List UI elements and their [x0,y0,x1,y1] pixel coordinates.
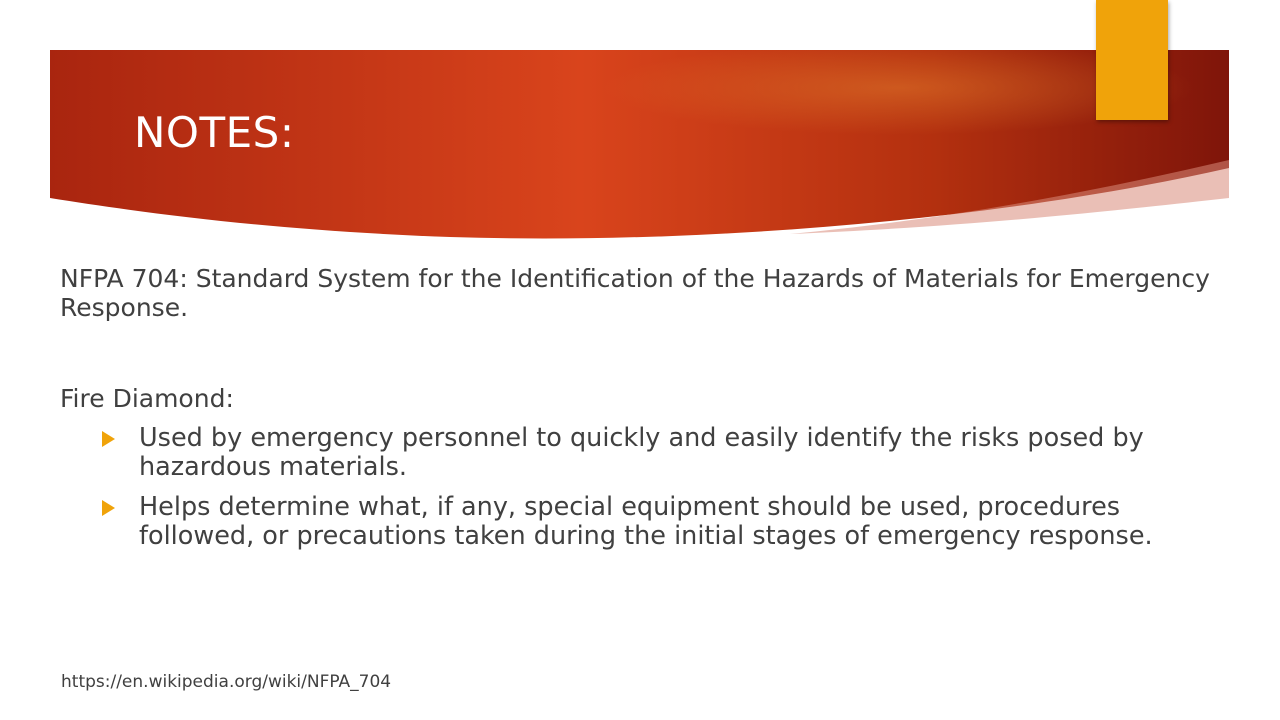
slide-title: NOTES: [134,108,295,157]
intro-paragraph: NFPA 704: Standard System for the Identification of the Hazards of Materials for Emergency Response. [60,264,1210,322]
triangle-right-icon [102,431,115,447]
subheading: Fire Diamond: [60,384,234,413]
bullet-list [60,424,1220,551]
bullet-text: Helps determine what, if any, special equipment should be used, procedures followed, or precautions taken during the initial stages of emergency response. [139,492,1153,551]
accent-tab [1096,0,1168,120]
list-item [60,493,1220,551]
list-item [60,424,1220,482]
slide-content [60,264,1220,562]
source-link[interactable]: https://en.wikipedia.org/wiki/NFPA_704 [61,672,392,692]
bullet-text: Used by emergency personnel to quickly and easily identify the risks posed by hazardous materials. [139,423,1144,482]
triangle-right-icon [102,500,115,516]
